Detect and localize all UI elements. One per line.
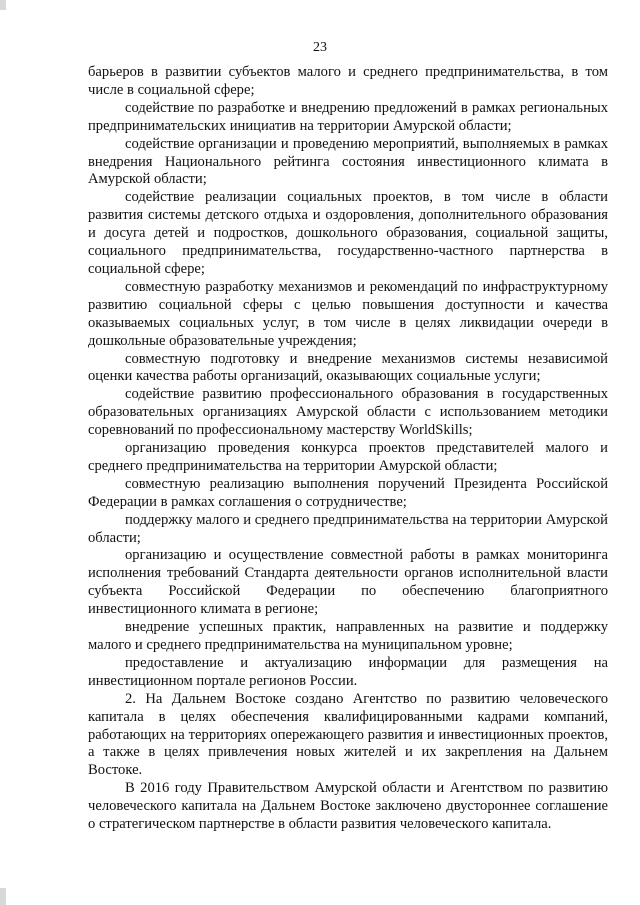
paragraph: совместную разработку механизмов и рекомендаций по инфраструктурному развитию социальной сферы с целью повышения доступности и качества оказываемых социальных услуг, в том числе в целях ликвидации очереди в дошкольные образовательные учреждения; — [88, 278, 608, 349]
paragraph: содействие реализации социальных проектов, в том числе в области развития системы детского отдыха и оздоровления, дополнительного образования и досуга детей и подростков, дошкольного образования, социальной защиты, социального предпринимательства, государственно-частного партнерства в социальной сфере; — [88, 189, 608, 277]
paragraph: совместную подготовку и внедрение механизмов системы независимой оценки качества работы организаций, оказывающих социальные услуги; — [88, 350, 608, 385]
paragraph: совместную реализацию выполнения поручений Президента Российской Федерации в рамках соглашения о сотрудничестве; — [88, 475, 608, 510]
paragraph: поддержку малого и среднего предпринимательства на территории Амурской области; — [88, 511, 608, 546]
document-body — [88, 64, 608, 834]
paragraph: содействие по разработке и внедрению предложений в рамках региональных предпринимательских инициатив на территории Амурской области; — [88, 99, 608, 134]
scan-edge-mark — [0, 0, 6, 10]
paragraph: 2. На Дальнем Востоке создано Агентство по развитию человеческого капитала в целях обеспечения квалифицированными кадрами компаний, работающих на территориях опережающего развития и инвестиционных проектов, а также в целях привлечения новых жителей и их закрепления на Дальнем Востоке. — [88, 690, 608, 779]
paragraph: содействие развитию профессионального образования в государственных образовательных организациях Амурской области с использованием методики соревнований по профессиональному мастерству WorldSkills; — [88, 386, 608, 439]
paragraph: содействие организации и проведению мероприятий, выполняемых в рамках внедрения Национального рейтинга состояния инвестиционного климата в Амурской области; — [88, 135, 608, 188]
scan-edge-mark — [0, 888, 6, 905]
page-number: 23 — [313, 40, 327, 55]
paragraph: организацию проведения конкурса проектов представителей малого и среднего предпринимательства на территории Амурской области; — [88, 440, 608, 474]
paragraph: внедрение успешных практик, направленных на развитие и поддержку малого и среднего предпринимательства на муниципальном уровне; — [88, 619, 608, 653]
paragraph: организацию и осуществление совместной работы в рамках мониторинга исполнения требований Стандарта деятельности органов исполнительной власти субъекта Российской Федерации по обеспечению благоприятного инвестиционного климата в регионе; — [88, 547, 608, 618]
paragraph: В 2016 году Правительством Амурской области и Агентством по развитию человеческого капитала на Дальнем Востоке заключено двустороннее соглашение о стратегическом партнерстве в области развития человеческого капитала. — [88, 780, 608, 833]
paragraph: предоставление и актуализацию информации для размещения на инвестиционном портале регионов России. — [88, 654, 608, 689]
paragraph: барьеров в развитии субъектов малого и среднего предпринимательства, в том числе в социальной сфере; — [88, 64, 608, 98]
